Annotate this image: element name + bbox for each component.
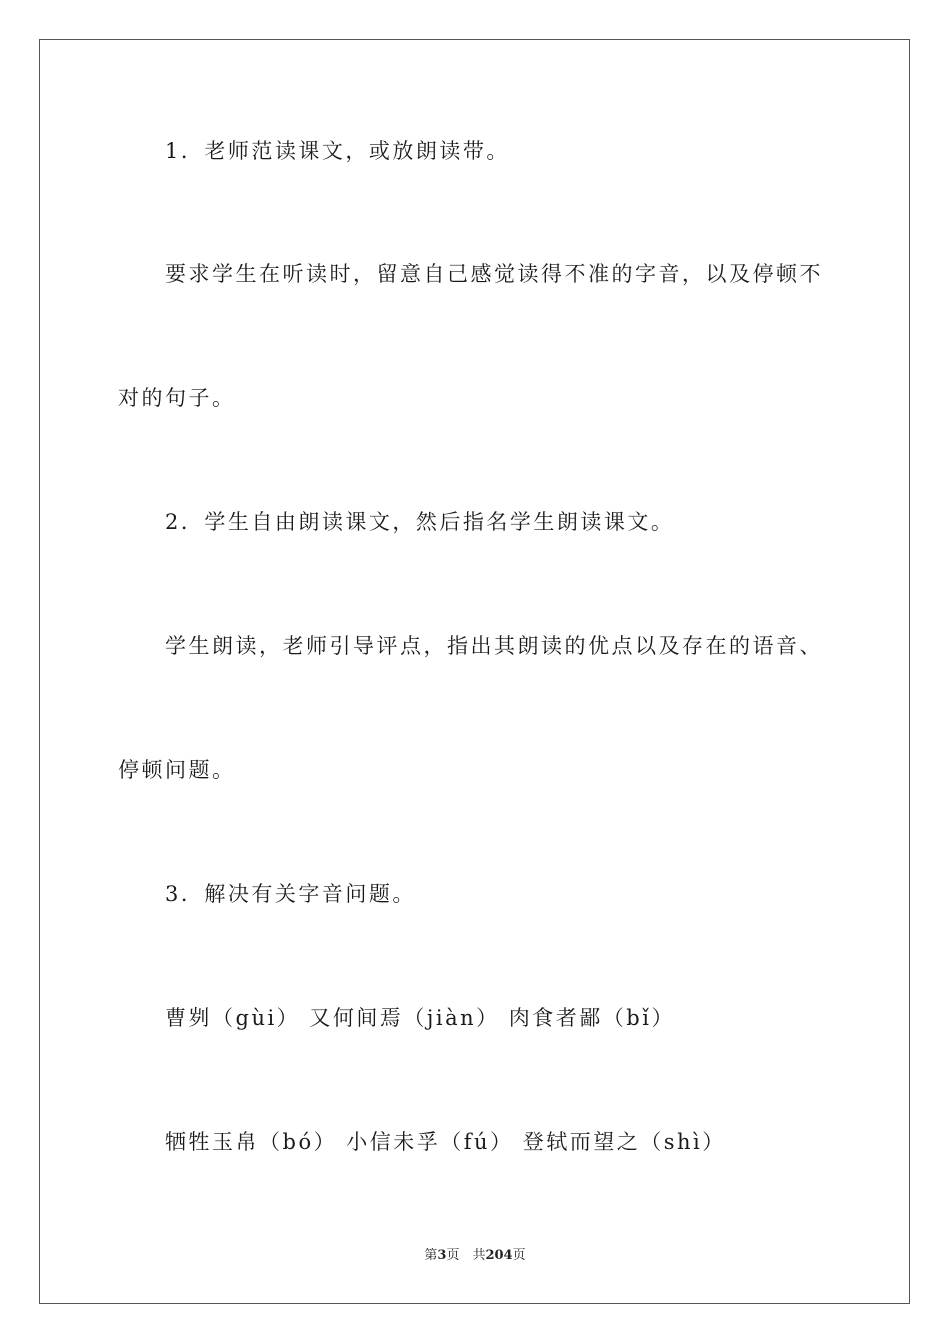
paragraph-requirement-line-1: 要求学生在听读时，留意自己感觉读得不准的字音，以及停顿不 <box>165 262 823 286</box>
paragraph-requirement-line-2: 对的句子。 <box>118 386 236 410</box>
paragraph-step-3: 3．解决有关字音问题。 <box>165 882 416 906</box>
footer-total-pages: 204 <box>485 1248 513 1263</box>
paragraph-feedback-line-2: 停顿问题。 <box>118 758 236 782</box>
paragraph-feedback-line-1: 学生朗读，老师引导评点，指出其朗读的优点以及存在的语音、 <box>165 634 823 658</box>
footer-page-suffix: 页 <box>446 1248 460 1263</box>
pronunciation-list-line-2: 牺牲玉帛（bó） 小信未孚（fú） 登轼而望之（shì） <box>165 1130 726 1154</box>
footer-page-number: 3 <box>437 1248 447 1263</box>
footer-total-prefix: 共 <box>472 1248 486 1263</box>
paragraph-step-2: 2．学生自由朗读课文，然后指名学生朗读课文。 <box>165 510 675 534</box>
footer-total-suffix: 页 <box>512 1248 526 1263</box>
footer-page-prefix: 第 <box>424 1248 438 1263</box>
paragraph-step-1: 1．老师范读课文，或放朗读带。 <box>165 139 510 163</box>
pronunciation-list-line-1: 曹刿（gùi） 又何间焉（jiàn） 肉食者鄙（bǐ） <box>165 1006 675 1030</box>
page-border <box>39 39 910 1304</box>
page-footer <box>0 1247 950 1265</box>
